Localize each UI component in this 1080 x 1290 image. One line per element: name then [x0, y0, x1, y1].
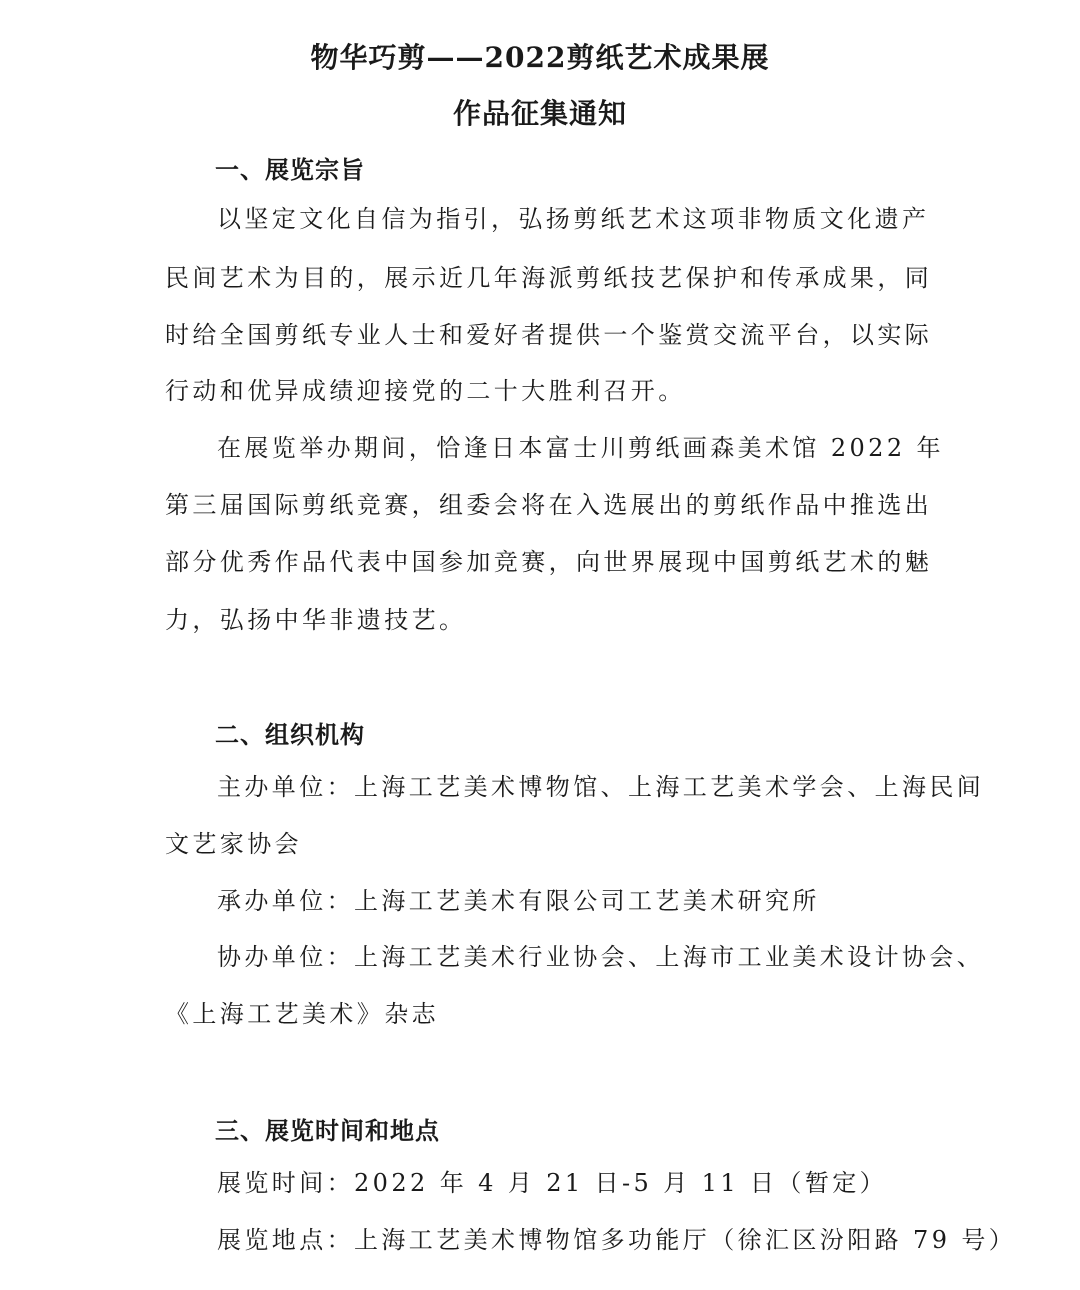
- co-organizer-line: 协办单位：上海工艺美术行业协会、上海市工业美术设计协会、: [217, 943, 985, 971]
- section-heading-purpose: 一、展览宗旨: [215, 155, 365, 184]
- paragraph-line: 时给全国剪纸专业人士和爱好者提供一个鉴赏交流平台，以实际: [165, 321, 933, 349]
- paragraph-line: 在展览举办期间，恰逢日本富士川剪纸画森美术馆 2022 年: [217, 434, 944, 462]
- co-organizer-line: 《上海工艺美术》杂志: [165, 1000, 439, 1028]
- paragraph-line: 民间艺术为目的，展示近几年海派剪纸技艺保护和传承成果，同: [165, 264, 933, 292]
- organizer-line: 承办单位：上海工艺美术有限公司工艺美术研究所: [217, 887, 820, 915]
- paragraph-line: 以坚定文化自信为指引，弘扬剪纸艺术这项非物质文化遗产: [217, 205, 930, 233]
- document-subtitle: 作品征集通知: [452, 97, 627, 130]
- exhibition-place: 展览地点：上海工艺美术博物馆多功能厅（徐汇区汾阳路 79 号）: [217, 1226, 1017, 1254]
- host-units-line: 文艺家协会: [165, 830, 302, 858]
- section-heading-organization: 二、组织机构: [215, 720, 365, 749]
- paragraph-line: 部分优秀作品代表中国参加竞赛，向世界展现中国剪纸艺术的魅: [165, 548, 933, 576]
- document-title: 物华巧剪——2022剪纸艺术成果展: [310, 41, 770, 74]
- paragraph-line: 行动和优异成绩迎接党的二十大胜利召开。: [165, 377, 686, 405]
- paragraph-line: 力，弘扬中华非遗技艺。: [165, 606, 467, 634]
- exhibition-time: 展览时间：2022 年 4 月 21 日-5 月 11 日（暂定）: [217, 1169, 888, 1197]
- section-heading-time-place: 三、展览时间和地点: [215, 1116, 440, 1145]
- host-units-line: 主办单位：上海工艺美术博物馆、上海工艺美术学会、上海民间: [217, 773, 985, 801]
- paragraph-line: 第三届国际剪纸竞赛，组委会将在入选展出的剪纸作品中推选出: [165, 491, 933, 519]
